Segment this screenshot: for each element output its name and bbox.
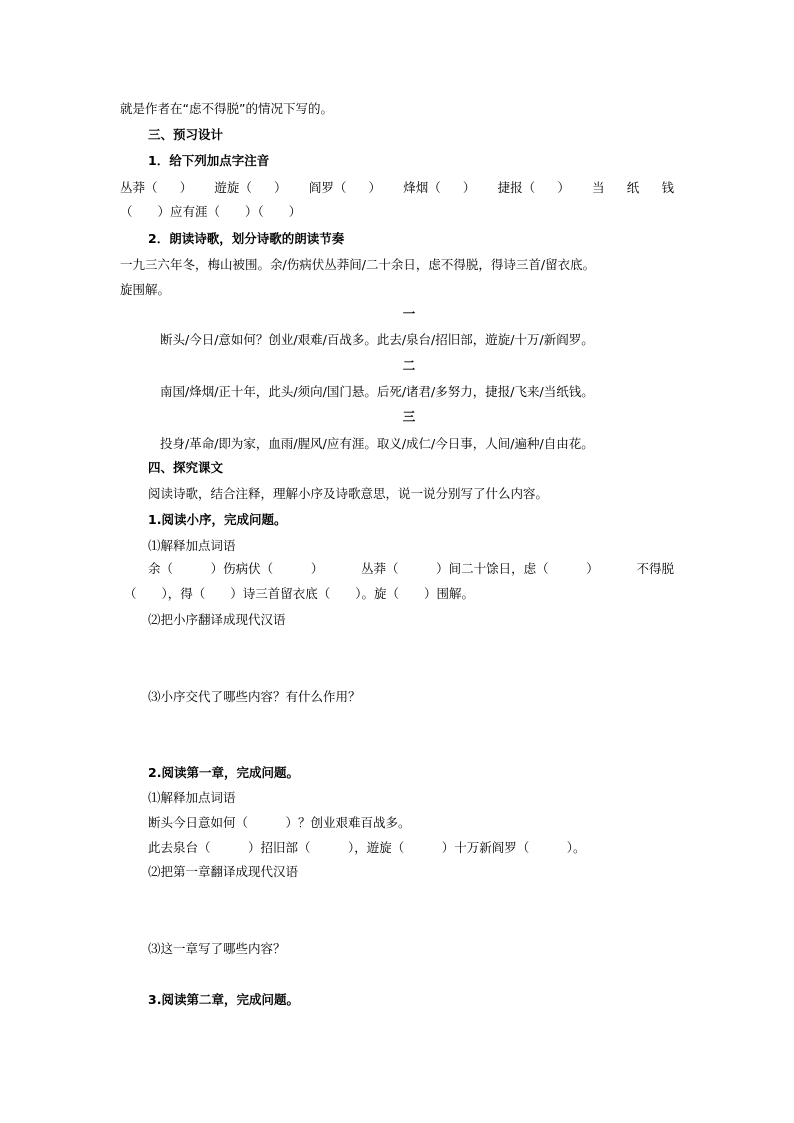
preface-line-1: 一九三六年冬，梅山被围。余/伤病伏丛莽间/二十余日，虑不得脱，得诗三首/留衣底。 [120,257,596,272]
section-heading-preview: 三、预习设计 [148,127,224,142]
pinyin-item: 阎罗（ [308,180,347,195]
pinyin-blank: ） [179,180,193,195]
section-heading-explore: 四、探究课文 [148,460,224,475]
poem-number-2: 二 [402,358,416,373]
subquestion-2-1: ⑴解释加点词语 [148,790,236,805]
poem-number-1: 一 [402,306,416,321]
poem-number-3: 三 [402,409,416,424]
pinyin-char: 纸 [626,180,640,195]
poem-stanza-1: 断头/今日/意如何？创业/艰难/百战多。此去/泉台/招旧部，遊旋/十万/新阎罗。 [160,332,594,347]
preface-words-row-1 [148,561,674,577]
subquestion-1-1: ⑴解释加点词语 [148,538,236,553]
pinyin-item: 遊旋（ [214,180,252,195]
preface-line-2: 旋围解。 [120,282,171,297]
poem-stanza-2: 南国/烽烟/正十年，此头/须向/国门悬。后死/诸君/多努力，捷报/飞来/当纸钱。 [160,384,594,399]
question-heading-3: 3.阅读第二章，完成问题。 [148,992,299,1007]
pinyin-item: 烽烟（ [403,180,441,195]
text-line-1: 就是作者在“虑不得脱”的情况下写的。 [120,101,333,116]
blank-item: 余（ [148,561,174,576]
subquestion-2-2: ⑵把第一章翻译成现代汉语 [148,864,299,879]
pinyin-blank: ） [368,180,382,195]
question-heading-1: 1.阅读小序，完成问题。 [148,512,287,527]
subquestion-2-3: ⑶这一章写了哪些内容？ [148,941,286,956]
subquestion-1-2: ⑵把小序翻译成现代汉语 [148,612,286,627]
pinyin-blank: ） [274,180,287,195]
pinyin-char: 当 [592,180,605,195]
pinyin-row-2: （ ）应有涯（ ）（ ） [120,204,302,219]
blank-item: ） [586,561,599,576]
stanza1-words-row-1: 断头今日意如何（ ）？创业艰难百战多。 [148,815,411,830]
blank-item: ）伤病伏（ [210,561,274,576]
blank-item: 不得脱 [636,561,674,576]
blank-item: 丛莽（ [360,561,399,576]
subquestion-1-3: ⑶小序交代了哪些内容？有什么作用？ [148,689,361,704]
explore-instruction: 阅读诗歌，结合注释，理解小序及诗歌意思，说一说分别写了什么内容。 [148,486,549,501]
pinyin-row-1 [120,180,674,196]
task-heading-rhythm: 2．朗读诗歌，划分诗歌的朗读节奏 [148,231,345,246]
pinyin-blank: ） [462,180,476,195]
blank-item: ） [310,561,324,576]
preface-words-row-2: （ ），得（ ）诗三首留衣底（ ）。旋（ ）围解。 [124,586,475,601]
question-heading-2: 2.阅读第一章，完成问题。 [148,765,299,780]
blank-item: ）间二十馀日，虑（ [436,561,549,576]
pinyin-item: 丛莽（ [120,180,158,195]
stanza1-words-row-2: 此去泉台（ ）招旧部（ ），遊旋（ ）十万新阎罗（ ）。 [148,840,586,855]
pinyin-blank: ） [557,180,570,195]
task-heading-pinyin: 1．给下列加点字注音 [148,153,270,168]
pinyin-item: 捷报（ [497,180,536,195]
pinyin-char: 钱 [661,180,674,195]
poem-stanza-3: 投身/革命/即为家，血雨/腥风/应有涯。取义/成仁/今日事，人间/遍种/自由花。 [160,436,594,451]
